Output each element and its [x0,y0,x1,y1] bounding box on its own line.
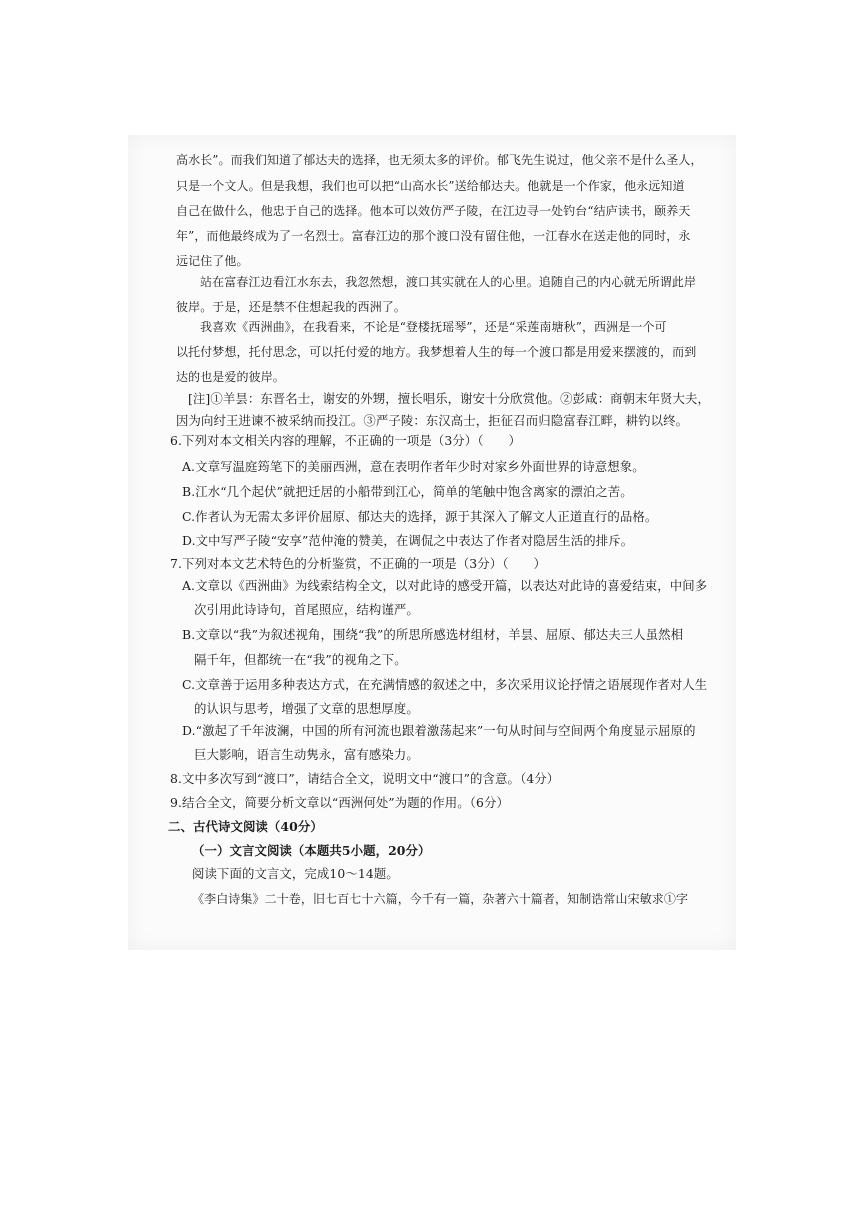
section-2-subtitle: （一）文言文阅读（本题共5小题，20分） [192,843,431,858]
section-2-title: 二、古代诗文阅读（40分） [168,819,323,834]
passage-line: 高水长”。而我们知道了郁达夫的选择，也无须太多的评价。郁飞先生说过，他父亲不是什么圣人， [176,153,703,167]
passage-line: 站在富春江边看江水东去，我忽然想，渡口其实就在人的心里。追随自己的内心就无所谓此岸 [200,275,697,289]
question-7-option-c-cont: 的认识与思考，增强了文章的思想厚度。 [194,701,419,716]
question-6-option-b: B.江水“几个起伏”就把迁居的小船带到江心，简单的笔触中饱含离家的漂泊之苦。 [182,484,633,499]
passage-line: 年”，而他最终成为了一名烈士。富春江边的那个渡口没有留住他，一江春水在送走他的同时，永 [176,229,691,243]
footnote-line: [注]①羊昙：东晋名士，谢安的外甥，擅长唱乐，谢安十分欣赏他。②彭咸：商朝末年贤大夫， [188,391,710,406]
passage-line: 我喜欢《西洲曲》，在我看来，不论是“登楼抚瑶琴”，还是“采莲南塘秋”，西洲是一个可 [200,320,667,334]
passage-line: 以托付梦想，托付思念，可以托付爱的地方。我梦想着人生的每一个渡口都是用爱来摆渡的，而到 [176,345,697,359]
question-6-option-d: D.文中写严子陵“安享”范仲淹的赞美，在调侃之中表达了作者对隐居生活的排斥。 [182,533,634,548]
passage-line: 达的也是爱的彼岸。 [176,370,285,384]
passage-line: 自己在做什么，他忠于自己的选择。他本可以效仿严子陵，在江边寻一处钓台“结庐读书，颐养天 [176,204,691,218]
passage-line: 只是一个文人。但是我想，我们也可以把“山高水长”送给郁达夫。他就是一个作家，他永远知道 [176,179,685,193]
question-7-option-d-cont: 巨大影响，语言生动隽永，富有感染力。 [194,747,419,762]
question-7-option-c: C.文章善于运用多种表达方式，在充满情感的叙述之中，多次采用议论抒情之语展现作者对人生 [182,677,708,692]
question-6-option-a: A.文章写温庭筠笔下的美丽西洲，意在表明作者年少时对家乡外面世界的诗意想象。 [182,459,645,474]
question-6-stem: 6.下列对本文相关内容的理解，不正确的一项是（3分）（ ） [170,433,522,448]
footnote-line: 因为向纣王进谏不被采纳而投江。③严子陵：东汉高士，拒征召而归隐富春江畔，耕钓以终。 [176,413,689,428]
question-9: 9.结合全文，简要分析文章以“西洲何处”为题的作用。（6分） [170,795,509,810]
passage-line: 远记住了他。 [176,254,249,268]
question-7-option-a: A.文章以《西洲曲》为线索结构全文，以对此诗的感受开篇，以表达对此诗的喜爱结束，中间多 [182,578,708,593]
question-7-stem: 7.下列对本文艺术特色的分析鉴赏，不正确的一项是（3分）（ ） [170,556,547,571]
question-8: 8.文中多次写到“渡口”，请结合全文，说明文中“渡口”的含意。（4分） [170,771,560,786]
question-7-option-a-cont: 次引用此诗诗句，首尾照应，结构谨严。 [194,602,419,617]
question-7-option-d: D.“激起了千年波澜，中国的所有河流也跟着激荡起来”一句从时间与空间两个角度显示屈原的 [182,723,696,738]
question-7-option-b-cont: 隔千年，但都统一在“我”的视角之下。 [194,652,407,667]
passage-line: 彼岸。于是，还是禁不住想起我的西洲了。 [176,300,406,314]
section-2-instruction: 阅读下面的文言文，完成10～14题。 [192,866,399,881]
classical-text-line: 《李白诗集》二十卷，旧七百七十六篇，今千有一篇，杂著六十篇者，知制诰常山宋敏求①字 [192,892,689,906]
question-7-option-b: B.文章以“我”为叙述视角，围绕“我”的所思所感选材组材，羊昙、屈原、郁达夫三人虽然相 [182,627,684,642]
question-6-option-c: C.作者认为无需太多评价屈原、郁达夫的选择，源于其深入了解文人正道直行的品格。 [182,509,658,524]
